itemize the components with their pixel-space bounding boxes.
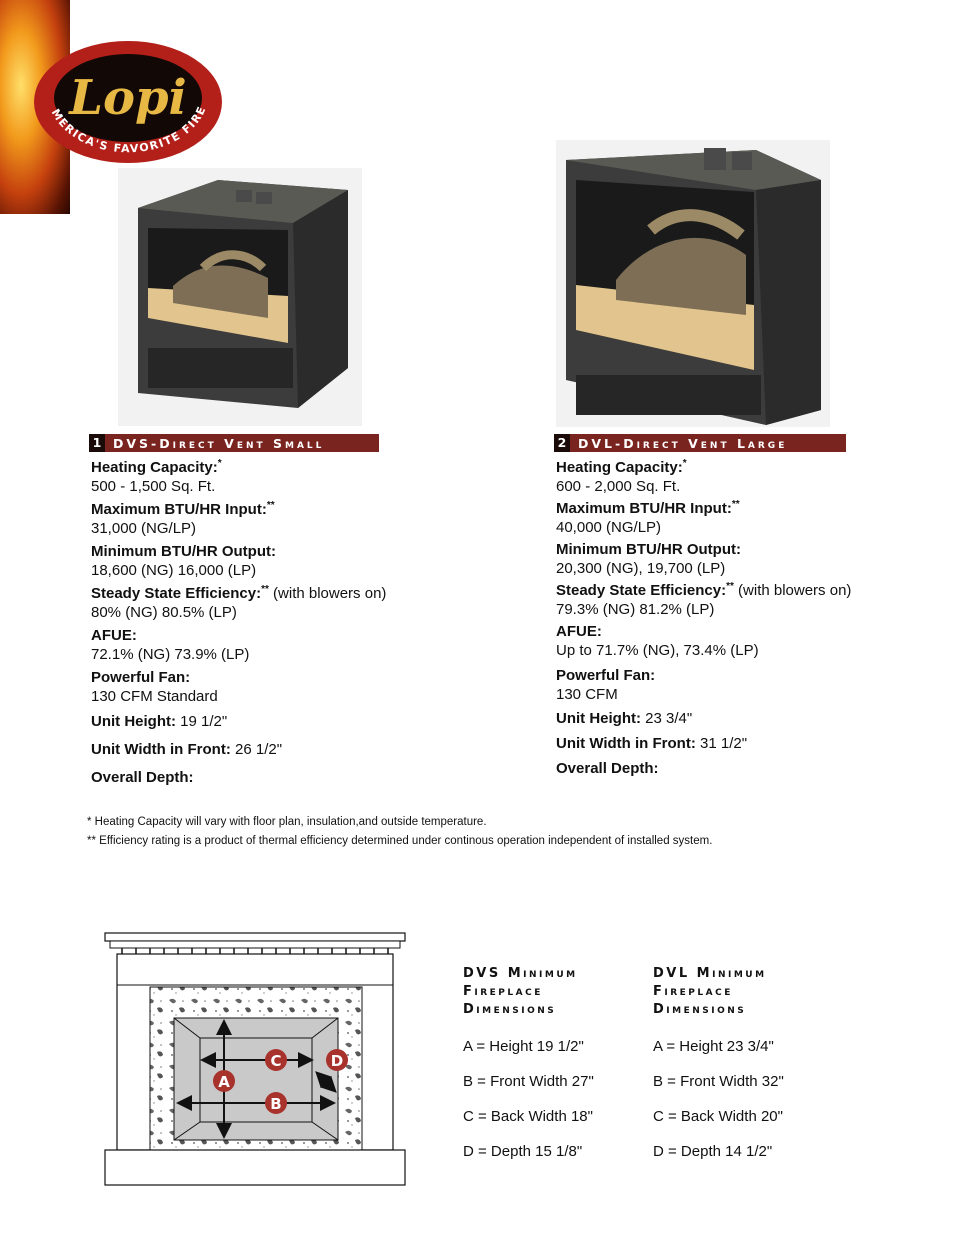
dimension-heading: DVL Minimum Fireplace Dimensions xyxy=(653,966,767,1017)
label-c: C xyxy=(270,1052,282,1070)
footnote: ** Efficiency rating is a product of thermal efficiency determined under continous operation independent of installed system. xyxy=(87,835,713,847)
dimension-row: B = Front Width 27" xyxy=(463,1073,594,1090)
spec-value: 600 - 2,000 Sq. Ft. xyxy=(556,478,681,495)
spec-value: 20,300 (NG), 19,700 (LP) xyxy=(556,560,726,577)
dimension-row: D = Depth 14 1/2" xyxy=(653,1143,773,1160)
dvs-fireplace-photo xyxy=(118,168,362,426)
spec-fan: Powerful Fan: 130 CFM xyxy=(556,666,874,704)
spec-unit-width: Unit Width in Front: 26 1/2" xyxy=(91,741,283,758)
model-number: 2 xyxy=(554,434,570,452)
dimension-row: A = Height 19 1/2" xyxy=(463,1038,584,1055)
model-number: 1 xyxy=(89,434,105,452)
model-title: DVL-Direct Vent Large xyxy=(578,435,788,451)
dimension-row: A = Height 23 3/4" xyxy=(653,1038,774,1055)
spec-value: Up to 71.7% (NG), 73.4% (LP) xyxy=(556,642,759,659)
spec-value: 130 CFM Standard xyxy=(91,688,218,705)
spec-value: 80% (NG) 80.5% (LP) xyxy=(91,604,237,621)
footnote: * Heating Capacity will vary with floor plan, insulation,and outside temperature. xyxy=(87,816,487,828)
spec-list xyxy=(554,458,874,778)
spec-value: 18,600 (NG) 16,000 (LP) xyxy=(91,562,257,579)
label-a: A xyxy=(218,1073,230,1091)
spec-max-input: Maximum BTU/HR Input:** 40,000 (NG/LP) xyxy=(556,499,874,537)
spec-min-output: Minimum BTU/HR Output: 20,300 (NG), 19,700 (LP) xyxy=(556,540,874,578)
spec-value: 130 CFM xyxy=(556,686,618,703)
footnotes xyxy=(87,813,712,851)
label-d: D xyxy=(330,1052,344,1070)
spec-overall-depth: Overall Depth: xyxy=(556,760,659,777)
spec-unit-width: Unit Width in Front: 31 1/2" xyxy=(556,735,748,752)
spec-unit-height: Unit Height: 19 1/2" xyxy=(91,713,228,730)
spec-unit-height: Unit Height: 23 3/4" xyxy=(556,710,693,727)
dvl-fireplace-photo xyxy=(556,140,830,427)
dvs-dimensions xyxy=(463,965,643,1177)
spec-efficiency: Steady State Efficiency:** (with blowers on) 79.3% (NG) 81.2% (LP) xyxy=(556,581,874,619)
spec-heating-capacity: Heating Capacity:* 500 - 1,500 Sq. Ft. xyxy=(91,458,389,496)
spec-overall-depth: Overall Depth: xyxy=(91,769,194,786)
spec-value: 72.1% (NG) 73.9% (LP) xyxy=(91,646,250,663)
fireplace-dimension-diagram xyxy=(100,930,410,1188)
dimension-row: B = Front Width 32" xyxy=(653,1073,784,1090)
dimension-row: C = Back Width 20" xyxy=(653,1108,783,1125)
model-dvl xyxy=(554,434,874,782)
spec-max-input: Maximum BTU/HR Input:** 31,000 (NG/LP) xyxy=(91,500,389,538)
spec-value: 500 - 1,500 Sq. Ft. xyxy=(91,478,216,495)
dimension-row: D = Depth 15 1/8" xyxy=(463,1143,583,1160)
spec-value: 31,000 (NG/LP) xyxy=(91,520,197,537)
spec-heating-capacity: Heating Capacity:* 600 - 2,000 Sq. Ft. xyxy=(556,458,874,496)
spec-value: 40,000 (NG/LP) xyxy=(556,519,662,536)
label-b: B xyxy=(270,1095,282,1113)
spec-min-output: Minimum BTU/HR Output: 18,600 (NG) 16,000 (LP) xyxy=(91,542,389,580)
spec-list xyxy=(89,458,389,787)
dimension-row: C = Back Width 18" xyxy=(463,1108,593,1125)
model-title: DVS-Direct Vent Small xyxy=(113,435,325,451)
svg-text:AMERICA'S FAVORITE FIRE.: MERICA'S FAVORITE FIRE xyxy=(48,103,209,156)
spec-fan: Powerful Fan: 130 CFM Standard xyxy=(91,668,389,706)
spec-value: 79.3% (NG) 81.2% (LP) xyxy=(556,601,715,618)
dvl-dimensions xyxy=(653,965,833,1177)
spec-afue: AFUE: Up to 71.7% (NG), 73.4% (LP) xyxy=(556,622,874,660)
model-dvs xyxy=(89,434,389,791)
lopi-logo xyxy=(33,40,223,164)
spec-afue: AFUE: 72.1% (NG) 73.9% (LP) xyxy=(91,626,389,664)
dimension-heading: DVS Minimum Fireplace Dimensions xyxy=(463,966,578,1017)
svg-text:Lopi: Lopi xyxy=(69,70,187,126)
model-title-bar xyxy=(89,434,379,452)
model-title-bar xyxy=(554,434,846,452)
spec-efficiency: Steady State Efficiency:** (with blowers on) 80% (NG) 80.5% (LP) xyxy=(91,584,389,622)
